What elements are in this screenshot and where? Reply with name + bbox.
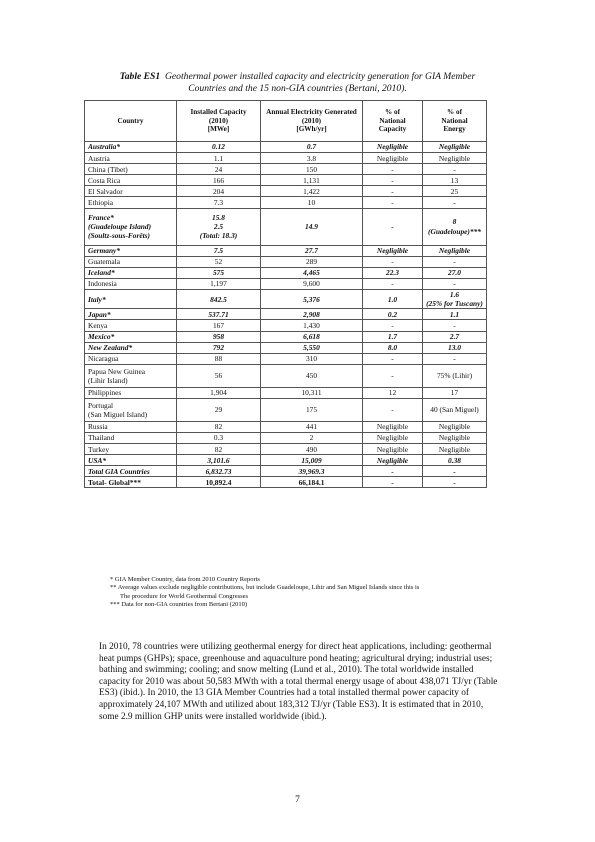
table-cell: 10,311 <box>261 387 363 398</box>
table-cell: 10,892.4 <box>177 477 261 488</box>
table-row <box>85 353 487 364</box>
table-cell: Mexico* <box>85 331 177 342</box>
table-cell: Austria <box>85 153 177 164</box>
table-cell: Australia* <box>85 142 177 153</box>
table-cell: 9,600 <box>261 278 363 289</box>
table-cell: 29 <box>177 398 261 421</box>
table-cell: 6,618 <box>261 331 363 342</box>
table-cell: 13.0 <box>423 342 487 353</box>
table-cell: 25 <box>423 186 487 197</box>
table-cell: 175 <box>261 398 363 421</box>
table-cell: 24 <box>177 164 261 175</box>
table-row <box>85 320 487 331</box>
table-row <box>85 466 487 477</box>
table-cell: - <box>423 353 487 364</box>
table-cell: 150 <box>261 164 363 175</box>
table-cell: - <box>423 477 487 488</box>
table-cell: Portugal (San Miguel Island) <box>85 398 177 421</box>
table-cell: 66,184.1 <box>261 477 363 488</box>
table-cell: 166 <box>177 175 261 186</box>
table-cell: Negligible <box>423 433 487 444</box>
table-row <box>85 398 487 421</box>
table-cell: 1.7 <box>363 331 423 342</box>
table-cell: - <box>423 164 487 175</box>
table-cell: 17 <box>423 387 487 398</box>
note-procedure: The procedure for World Geothermal Congresses <box>120 592 249 600</box>
table-row <box>85 477 487 488</box>
table-cell: - <box>363 186 423 197</box>
table-row <box>85 364 487 387</box>
table-row <box>85 175 487 186</box>
table-cell: - <box>363 320 423 331</box>
table-cell: 1,131 <box>261 175 363 186</box>
table-cell: Philippines <box>85 387 177 398</box>
table-header-row <box>85 101 487 142</box>
table-cell: Kenya <box>85 320 177 331</box>
table-row <box>85 342 487 353</box>
table-cell: 22.3 <box>363 267 423 278</box>
table-cell: Germany* <box>85 245 177 256</box>
table-cell: - <box>363 477 423 488</box>
table-cell: 958 <box>177 331 261 342</box>
table-cell: - <box>363 197 423 208</box>
table-cell: 13 <box>423 175 487 186</box>
table-cell: 4,465 <box>261 267 363 278</box>
table-cell: Iceland* <box>85 267 177 278</box>
table-cell: Turkey <box>85 444 177 455</box>
table-cell: 1.1 <box>177 153 261 164</box>
table-cell: Negligible <box>363 153 423 164</box>
header-annual-electricity: Annual Electricity Generated (2010) [GWh/yr] <box>261 101 363 142</box>
table-cell: 15,009 <box>261 455 363 466</box>
table-cell: 82 <box>177 421 261 432</box>
table-cell: 537.71 <box>177 309 261 320</box>
table-cell: Negligible <box>423 245 487 256</box>
table-row <box>85 245 487 256</box>
table-cell: Papua New Guinea (Lihir Island) <box>85 364 177 387</box>
table-cell: - <box>363 398 423 421</box>
table-cell: 52 <box>177 256 261 267</box>
table-cell: 5,550 <box>261 342 363 353</box>
table-cell: Negligible <box>363 455 423 466</box>
table-cell: 6,832.73 <box>177 466 261 477</box>
table-cell: Negligible <box>423 153 487 164</box>
table-cell: France* (Guadeloupe Island) (Soultz-sous-Forêts) <box>85 208 177 245</box>
table-row <box>85 267 487 278</box>
table-cell: Total GIA Countries <box>85 466 177 477</box>
table-cell: - <box>423 466 487 477</box>
table-cell: 7.3 <box>177 197 261 208</box>
table-cell: - <box>363 175 423 186</box>
table-cell: Costa Rica <box>85 175 177 186</box>
table-cell: Negligible <box>423 142 487 153</box>
table-cell: Nicaragua <box>85 353 177 364</box>
table-cell: - <box>363 466 423 477</box>
table-cell: Negligible <box>423 421 487 432</box>
table-cell: 8.0 <box>363 342 423 353</box>
table-cell: 40 (San Miguel) <box>423 398 487 421</box>
table-cell: - <box>423 278 487 289</box>
table-cell: 12 <box>363 387 423 398</box>
header-installed-capacity: Installed Capacity (2010) [MWe] <box>177 101 261 142</box>
table-row <box>85 256 487 267</box>
table-cell: - <box>363 164 423 175</box>
table-cell: 2.7 <box>423 331 487 342</box>
table-cell: 842.5 <box>177 289 261 308</box>
table-cell: 82 <box>177 444 261 455</box>
note-gia: * GIA Member Country, data from 2010 Country Reports <box>110 576 260 583</box>
table-cell: - <box>423 197 487 208</box>
table-row <box>85 142 487 153</box>
table-cell: 5,376 <box>261 289 363 308</box>
table-cell: Negligible <box>363 433 423 444</box>
table-cell: 75% (Lihir) <box>423 364 487 387</box>
table-cell: 575 <box>177 267 261 278</box>
table-cell: 1,430 <box>261 320 363 331</box>
table-cell: 88 <box>177 353 261 364</box>
header-national-capacity: % of National Capacity <box>363 101 423 142</box>
table-cell: Thailand <box>85 433 177 444</box>
table-cell: - <box>363 353 423 364</box>
table-cell: Italy* <box>85 289 177 308</box>
table-cell: 39,969.3 <box>261 466 363 477</box>
table-cell: - <box>423 256 487 267</box>
table-cell: Total- Global*** <box>85 477 177 488</box>
table-cell: Russia <box>85 421 177 432</box>
table-cell: China (Tibet) <box>85 164 177 175</box>
table-row <box>85 164 487 175</box>
table-cell: 3,101.6 <box>177 455 261 466</box>
table-cell: 1.1 <box>423 309 487 320</box>
table-row <box>85 153 487 164</box>
table-cell: Negligible <box>363 444 423 455</box>
table-row <box>85 309 487 320</box>
table-cell: 1,197 <box>177 278 261 289</box>
table-cell: El Salvador <box>85 186 177 197</box>
table-notes <box>110 576 490 609</box>
table-cell: 0.7 <box>261 142 363 153</box>
table-cell: 7.5 <box>177 245 261 256</box>
table-cell: 204 <box>177 186 261 197</box>
table-cell: - <box>363 364 423 387</box>
header-country: Country <box>85 101 177 142</box>
table-cell: Negligible <box>363 142 423 153</box>
table-row <box>85 186 487 197</box>
body-paragraph: In 2010, 78 countries were utilizing geothermal energy for direct heat applications, including: geothermal heat pumps (GHPs); space, greenhouse and aquaculture pond heating; agricultural drying; industrial uses; bathing and swimming; cooling; and snow melting (Lund et al., 2010). The total worldwide installed capacity for 2010 was about 50,583 MWth with a total thermal energy usage of about 438,071 TJ/yr (Table ES3) (ibid.). In 2010, the 13 GIA Member Countries had a total installed thermal power capacity of approximately 24,107 MWth and utilized about 183,312 TJ/yr (Table ES3). It is estimated that in 2010, some 2.9 million GHP units were installed worldwide (ibid.). <box>99 642 498 722</box>
table-cell: 1.6 (25% for Tuscany) <box>423 289 487 308</box>
table-cell: - <box>363 278 423 289</box>
table-cell: 1,904 <box>177 387 261 398</box>
table-row <box>85 197 487 208</box>
table-cell: 792 <box>177 342 261 353</box>
table-cell: 490 <box>261 444 363 455</box>
table-cell: 8 (Guadeloupe)*** <box>423 208 487 245</box>
geothermal-table <box>84 100 487 488</box>
table-cell: Japan* <box>85 309 177 320</box>
table-cell: 450 <box>261 364 363 387</box>
table-cell: Negligible <box>423 444 487 455</box>
table-cell: 10 <box>261 197 363 208</box>
table-cell: 14.9 <box>261 208 363 245</box>
table-cell: 310 <box>261 353 363 364</box>
table-row <box>85 433 487 444</box>
table-cell: - <box>363 208 423 245</box>
table-cell: - <box>423 320 487 331</box>
table-row <box>85 387 487 398</box>
table-row <box>85 455 487 466</box>
table-cell: 56 <box>177 364 261 387</box>
table-cell: USA* <box>85 455 177 466</box>
table-cell: Indonesia <box>85 278 177 289</box>
table-caption-text: Geothermal power installed capacity and electricity generation for GIA Member Countries and the 15 non-GIA countries (Bertani, 2010). <box>165 71 476 94</box>
table-row <box>85 421 487 432</box>
table-cell: 15.8 2.5 (Total: 18.3) <box>177 208 261 245</box>
table-cell: Ethiopia <box>85 197 177 208</box>
header-national-energy: % of National Energy <box>423 101 487 142</box>
table-cell: 3.8 <box>261 153 363 164</box>
table-cell: - <box>363 256 423 267</box>
table-cell: 2 <box>261 433 363 444</box>
table-cell: Negligible <box>363 245 423 256</box>
table-cell: 0.3 <box>177 433 261 444</box>
table-row <box>85 289 487 308</box>
table-cell: 1.0 <box>363 289 423 308</box>
table-cell: 1,422 <box>261 186 363 197</box>
table-cell: 2,908 <box>261 309 363 320</box>
table-row <box>85 331 487 342</box>
table-cell: 27.0 <box>423 267 487 278</box>
note-average: ** Average values exclude negligible contributions, but include Guadeloupe, Lihir and San Miguel Islands since this is <box>110 584 420 592</box>
table-cell: New Zealand* <box>85 342 177 353</box>
table-cell: 0.38 <box>423 455 487 466</box>
table-label: Table ES1 <box>119 71 161 82</box>
table-cell: Guatemala <box>85 256 177 267</box>
table-row <box>85 444 487 455</box>
table-cell: 0.12 <box>177 142 261 153</box>
table-caption <box>110 71 485 94</box>
page-number: 7 <box>295 795 300 805</box>
table-cell: 27.7 <box>261 245 363 256</box>
table-cell: 441 <box>261 421 363 432</box>
table-row <box>85 278 487 289</box>
table-body <box>85 142 487 488</box>
table-cell: 167 <box>177 320 261 331</box>
note-bertani: *** Data for non-GIA countries from Bertani (2010) <box>110 600 248 608</box>
table-cell: Negligible <box>363 421 423 432</box>
table-row <box>85 208 487 245</box>
table-cell: 0.2 <box>363 309 423 320</box>
table-cell: 289 <box>261 256 363 267</box>
